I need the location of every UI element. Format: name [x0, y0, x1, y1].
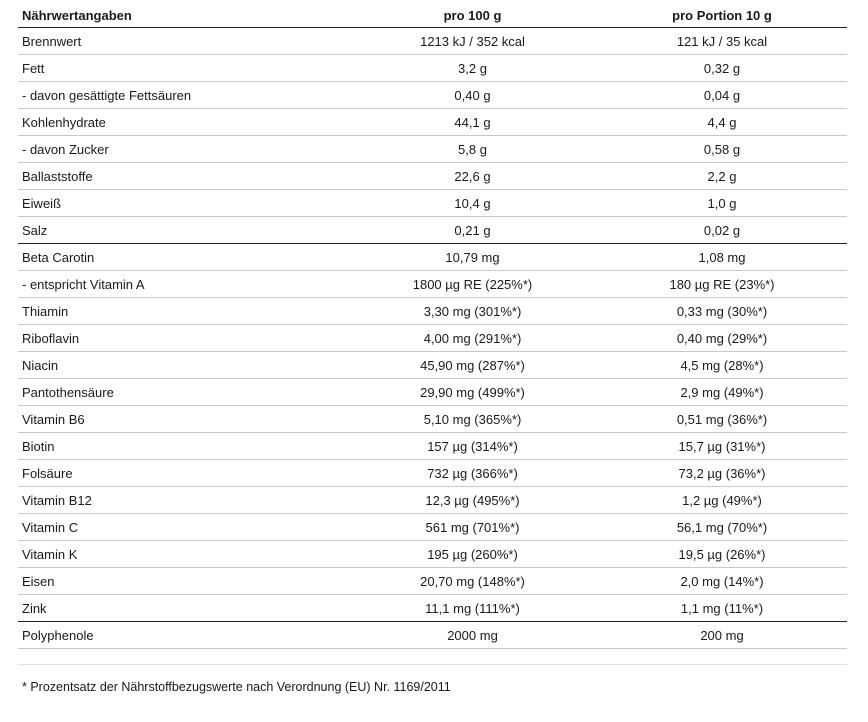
value-per-100g: 11,1 mg (111%*)	[425, 600, 520, 616]
nutrient-name: Ballaststoffe	[22, 168, 93, 184]
value-per-100g: 1800 µg RE (225%*)	[412, 276, 533, 292]
value-per-100g: 157 µg (314%*)	[427, 438, 518, 454]
header-per-100g: pro 100 g	[443, 8, 502, 23]
footnote: * Prozentsatz der Nährstoffbezugswerte nach Verordnung (EU) Nr. 1169/2011	[22, 680, 451, 694]
table-row	[18, 595, 847, 622]
value-per-portion: 73,2 µg (36%*)	[678, 465, 766, 481]
nutrient-name: Eiweiß	[22, 195, 62, 211]
value-per-100g: 0,21 g	[454, 222, 491, 238]
value-per-100g: 45,90 mg (287%*)	[420, 357, 525, 373]
table-row	[18, 271, 847, 298]
nutrient-name: Riboflavin	[22, 330, 80, 346]
value-per-100g: 2000 mg	[447, 627, 498, 643]
table-header	[18, 4, 847, 28]
value-per-100g: 5,8 g	[458, 141, 487, 157]
value-per-100g: 44,1 g	[454, 114, 491, 130]
table-row	[18, 433, 847, 460]
nutrient-name: Salz	[22, 222, 48, 238]
value-per-100g: 3,30 mg (301%*)	[423, 303, 522, 319]
nutrient-name: Kohlenhydrate	[22, 114, 106, 130]
value-per-100g: 12,3 µg (495%*)	[425, 492, 520, 508]
table-row	[18, 244, 847, 271]
value-per-portion: 1,0 g	[707, 195, 737, 211]
value-per-portion: 180 µg RE (23%*)	[669, 276, 775, 292]
table-row	[18, 190, 847, 217]
value-per-portion: 15,7 µg (31%*)	[678, 438, 766, 454]
value-per-portion: 1,1 mg (11%*)	[680, 600, 764, 616]
table-row	[18, 352, 847, 379]
header-nutrient: Nährwertangaben	[22, 8, 132, 23]
nutrient-name: Brennwert	[22, 33, 82, 49]
table-row	[18, 163, 847, 190]
value-per-portion: 1,2 µg (49%*)	[682, 492, 762, 508]
value-per-100g: 29,90 mg (499%*)	[420, 384, 525, 400]
table-row	[18, 460, 847, 487]
value-per-portion: 0,02 g	[703, 222, 741, 238]
nutrient-name: Niacin	[22, 357, 59, 373]
table-row	[18, 217, 847, 244]
nutrient-name: Biotin	[22, 438, 55, 454]
nutrient-name: Folsäure	[22, 465, 73, 481]
value-per-portion: 19,5 µg (26%*)	[678, 546, 766, 562]
value-per-100g: 1213 kJ / 352 kcal	[420, 33, 525, 49]
table-row	[18, 298, 847, 325]
nutrient-name: Vitamin C	[22, 519, 79, 535]
value-per-portion: 4,4 g	[707, 114, 737, 130]
table-row	[18, 406, 847, 433]
value-per-portion: 1,08 mg	[698, 249, 746, 265]
value-per-100g: 732 µg (366%*)	[427, 465, 518, 481]
table-row	[18, 325, 847, 352]
nutrient-name: Pantothensäure	[22, 384, 114, 400]
value-per-100g: 20,70 mg (148%*)	[420, 573, 525, 589]
nutrient-name: - davon Zucker	[22, 141, 109, 157]
value-per-100g: 4,00 mg (291%*)	[423, 330, 522, 346]
value-per-100g: 195 µg (260%*)	[427, 546, 518, 562]
value-per-100g: 0,40 g	[454, 87, 491, 103]
value-per-100g: 5,10 mg (365%*)	[423, 411, 522, 427]
value-per-portion: 4,5 mg (28%*)	[680, 357, 764, 373]
value-per-portion: 200 mg	[700, 627, 744, 643]
value-per-100g: 561 mg (701%*)	[425, 519, 520, 535]
value-per-100g: 10,79 mg	[445, 249, 500, 265]
nutrient-name: - entspricht Vitamin A	[22, 276, 145, 292]
table-row	[18, 568, 847, 595]
table-row	[18, 541, 847, 568]
table-row	[18, 622, 847, 649]
value-per-portion: 2,0 mg (14%*)	[680, 573, 764, 589]
value-per-portion: 0,32 g	[703, 60, 741, 76]
table-row	[18, 109, 847, 136]
nutrient-name: - davon gesättigte Fettsäuren	[22, 87, 192, 103]
value-per-100g: 10,4 g	[454, 195, 491, 211]
nutrient-name: Zink	[22, 600, 47, 616]
table-row	[18, 55, 847, 82]
value-per-portion: 121 kJ / 35 kcal	[676, 33, 768, 49]
nutrient-name: Vitamin B6	[22, 411, 85, 427]
nutrient-name: Beta Carotin	[22, 249, 95, 265]
footnote-divider	[18, 664, 847, 665]
value-per-portion: 0,40 mg (29%*)	[676, 330, 768, 346]
table-row	[18, 487, 847, 514]
table-row	[18, 28, 847, 55]
value-per-portion: 0,58 g	[703, 141, 741, 157]
table-row	[18, 136, 847, 163]
nutrient-name: Vitamin B12	[22, 492, 92, 508]
value-per-100g: 22,6 g	[454, 168, 491, 184]
value-per-portion: 0,04 g	[703, 87, 741, 103]
nutrient-name: Thiamin	[22, 303, 69, 319]
nutrient-name: Eisen	[22, 573, 55, 589]
table-row	[18, 82, 847, 109]
value-per-portion: 0,51 mg (36%*)	[676, 411, 768, 427]
nutrient-name: Fett	[22, 60, 45, 76]
table-row	[18, 514, 847, 541]
value-per-portion: 56,1 mg (70%*)	[676, 519, 768, 535]
value-per-100g: 3,2 g	[458, 60, 487, 76]
nutrient-name: Polyphenole	[22, 627, 94, 643]
value-per-portion: 0,33 mg (30%*)	[676, 303, 768, 319]
header-per-portion: pro Portion 10 g	[672, 8, 772, 23]
value-per-portion: 2,2 g	[707, 168, 737, 184]
value-per-portion: 2,9 mg (49%*)	[680, 384, 764, 400]
nutrient-name: Vitamin K	[22, 546, 78, 562]
nutrition-table	[18, 4, 847, 649]
table-row	[18, 379, 847, 406]
